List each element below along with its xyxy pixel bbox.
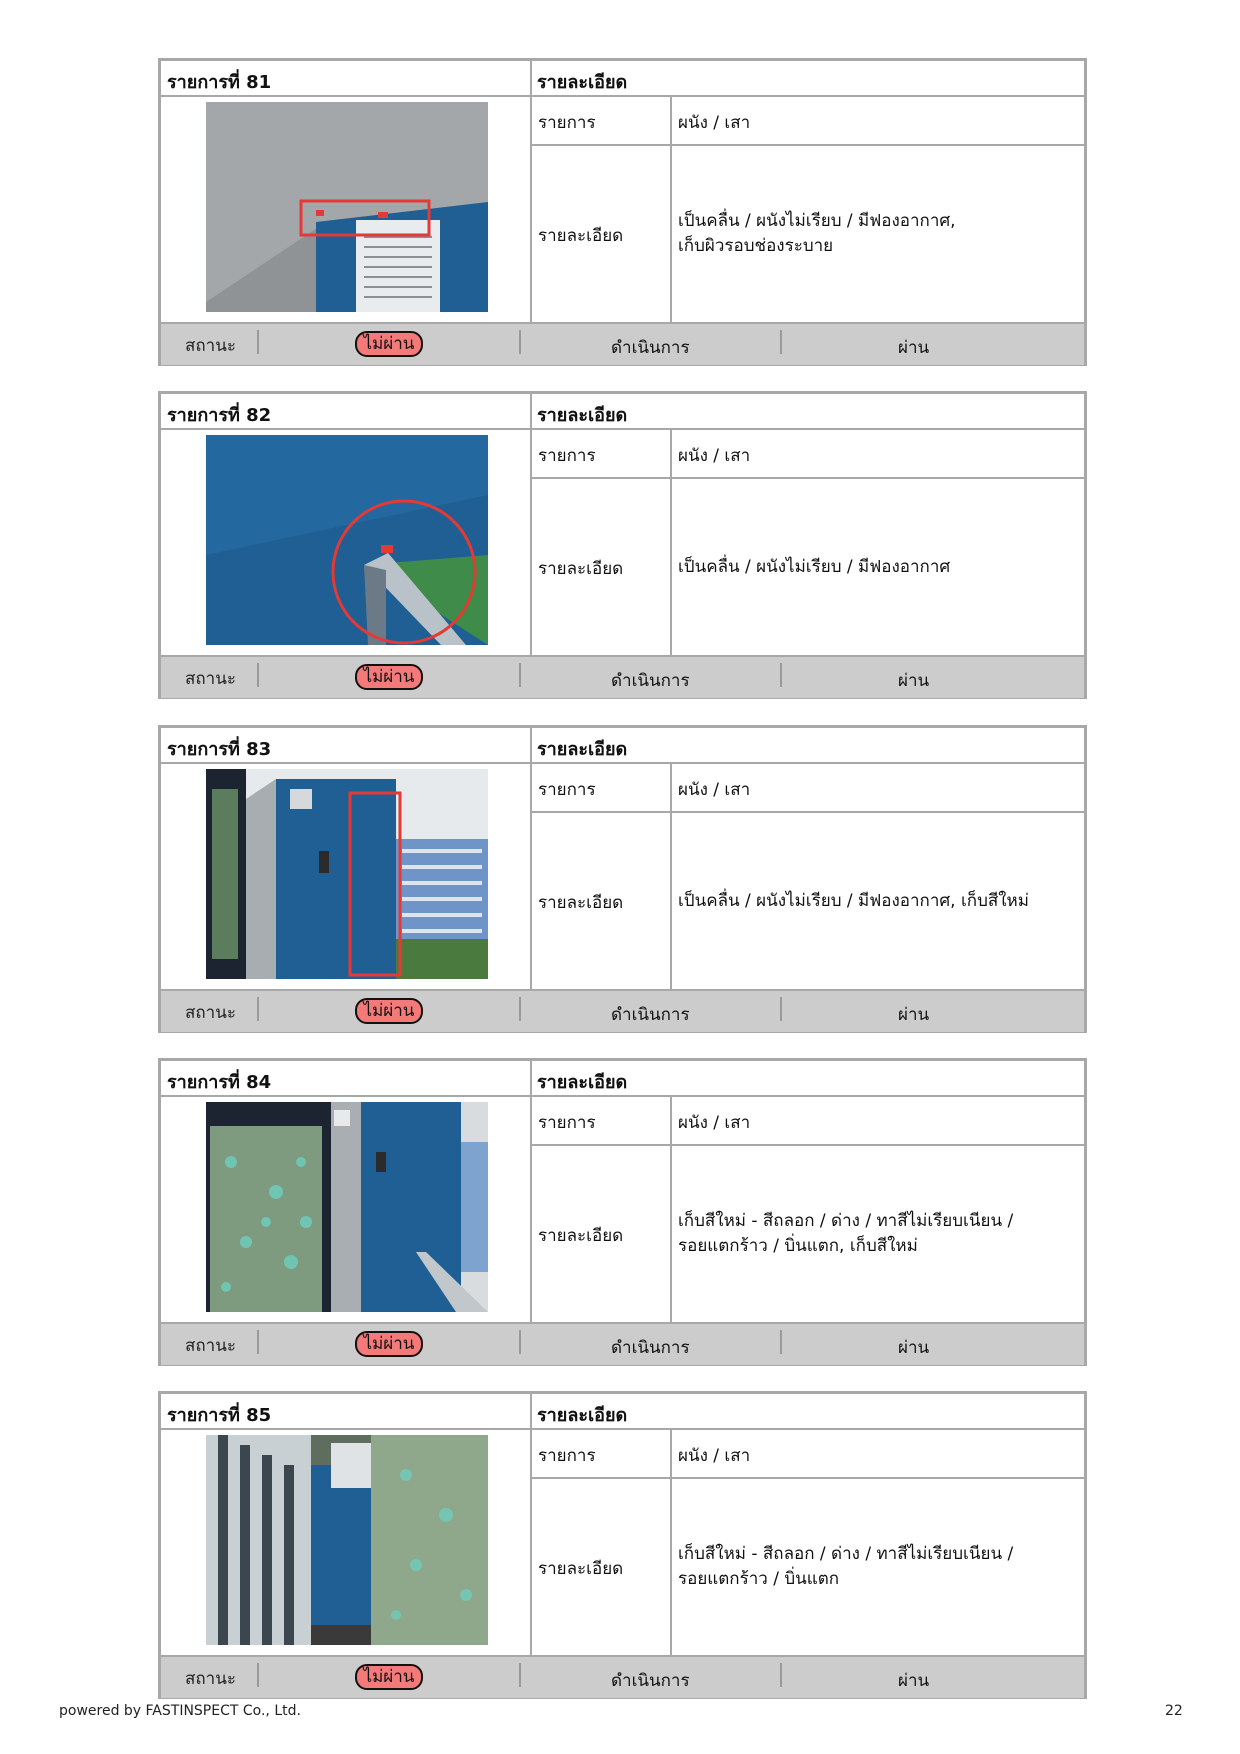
status-fail-badge[interactable]: ไม่ผ่าน [355, 998, 423, 1024]
detail-value: เก็บสีใหม่ - สีถลอก / ด่าง / ทาสีไม่เรียบเนียน / รอยแตกร้าว / บิ่นแตก [678, 1544, 1014, 1589]
status-pass[interactable]: ผ่าน [898, 1005, 930, 1025]
status-in-progress[interactable]: ดำเนินการ [611, 1338, 690, 1358]
inspection-card-81 [158, 58, 1087, 366]
item-label: รายการ [538, 780, 596, 800]
status-fail-badge[interactable]: ไม่ผ่าน [355, 331, 423, 357]
item-value: ผนัง / เสา [678, 780, 751, 800]
detail-header: รายละเอียด [537, 72, 628, 93]
card-header [161, 1061, 1084, 1097]
footer-powered-by: powered by FASTINSPECT Co., Ltd. [59, 1703, 301, 1719]
inspection-card-82 [158, 391, 1087, 699]
inspection-photo[interactable] [206, 435, 488, 645]
status-fail-badge[interactable]: ไม่ผ่าน [355, 664, 423, 690]
status-in-progress[interactable]: ดำเนินการ [611, 671, 690, 691]
item-value: ผนัง / เสา [678, 1446, 751, 1466]
detail-value: เป็นคลื่น / ผนังไม่เรียบ / มีฟองอากาศ, เก็บผิวรอบช่องระบาย [678, 211, 956, 256]
item-value: ผนัง / เสา [678, 113, 751, 133]
item-value: ผนัง / เสา [678, 1113, 751, 1133]
detail-label: รายละเอียด [538, 226, 624, 246]
status-in-progress[interactable]: ดำเนินการ [611, 1671, 690, 1691]
card-header [161, 61, 1084, 97]
detail-header: รายละเอียด [537, 1072, 628, 1093]
status-row [161, 1322, 1084, 1365]
card-header [161, 1394, 1084, 1430]
status-label: สถานะ [185, 669, 236, 689]
card-header [161, 728, 1084, 764]
inspection-photo[interactable] [206, 1435, 488, 1645]
status-pass[interactable]: ผ่าน [898, 1338, 930, 1358]
item-label: รายการ [538, 113, 596, 133]
item-title: รายการที่ 85 [167, 1405, 272, 1426]
detail-label: รายละเอียด [538, 893, 624, 913]
item-title: รายการที่ 83 [167, 739, 272, 760]
status-fail-badge[interactable]: ไม่ผ่าน [355, 1331, 423, 1357]
item-title: รายการที่ 81 [167, 72, 272, 93]
status-label: สถานะ [185, 336, 236, 356]
item-label: รายการ [538, 1113, 596, 1133]
item-title: รายการที่ 82 [167, 405, 272, 426]
item-title: รายการที่ 84 [167, 1072, 272, 1093]
detail-header: รายละเอียด [537, 405, 628, 426]
detail-label: รายละเอียด [538, 559, 624, 579]
status-row [161, 989, 1084, 1032]
status-label: สถานะ [185, 1669, 236, 1689]
detail-label: รายละเอียด [538, 1226, 624, 1246]
detail-value: เก็บสีใหม่ - สีถลอก / ด่าง / ทาสีไม่เรียบเนียน / รอยแตกร้าว / บิ่นแตก, เก็บสีใหม่ [678, 1211, 1014, 1256]
status-in-progress[interactable]: ดำเนินการ [611, 338, 690, 358]
status-pass[interactable]: ผ่าน [898, 671, 930, 691]
status-row [161, 655, 1084, 698]
status-fail-badge[interactable]: ไม่ผ่าน [355, 1664, 423, 1690]
detail-header: รายละเอียด [537, 1405, 628, 1426]
inspection-card-85 [158, 1391, 1087, 1699]
status-label: สถานะ [185, 1336, 236, 1356]
inspection-card-84 [158, 1058, 1087, 1366]
status-label: สถานะ [185, 1003, 236, 1023]
detail-label: รายละเอียด [538, 1559, 624, 1579]
item-label: รายการ [538, 446, 596, 466]
item-value: ผนัง / เสา [678, 446, 751, 466]
page-number: 22 [1165, 1703, 1183, 1719]
item-label: รายการ [538, 1446, 596, 1466]
status-pass[interactable]: ผ่าน [898, 338, 930, 358]
status-pass[interactable]: ผ่าน [898, 1671, 930, 1691]
status-row [161, 322, 1084, 365]
status-in-progress[interactable]: ดำเนินการ [611, 1005, 690, 1025]
detail-value: เป็นคลื่น / ผนังไม่เรียบ / มีฟองอากาศ, เก็บสีใหม่ [678, 891, 1029, 911]
status-row [161, 1655, 1084, 1698]
inspection-card-83 [158, 725, 1087, 1033]
detail-header: รายละเอียด [537, 739, 628, 760]
card-header [161, 394, 1084, 430]
inspection-photo[interactable] [206, 769, 488, 979]
detail-value: เป็นคลื่น / ผนังไม่เรียบ / มีฟองอากาศ [678, 557, 951, 577]
inspection-photo[interactable] [206, 1102, 488, 1312]
inspection-photo[interactable] [206, 102, 488, 312]
